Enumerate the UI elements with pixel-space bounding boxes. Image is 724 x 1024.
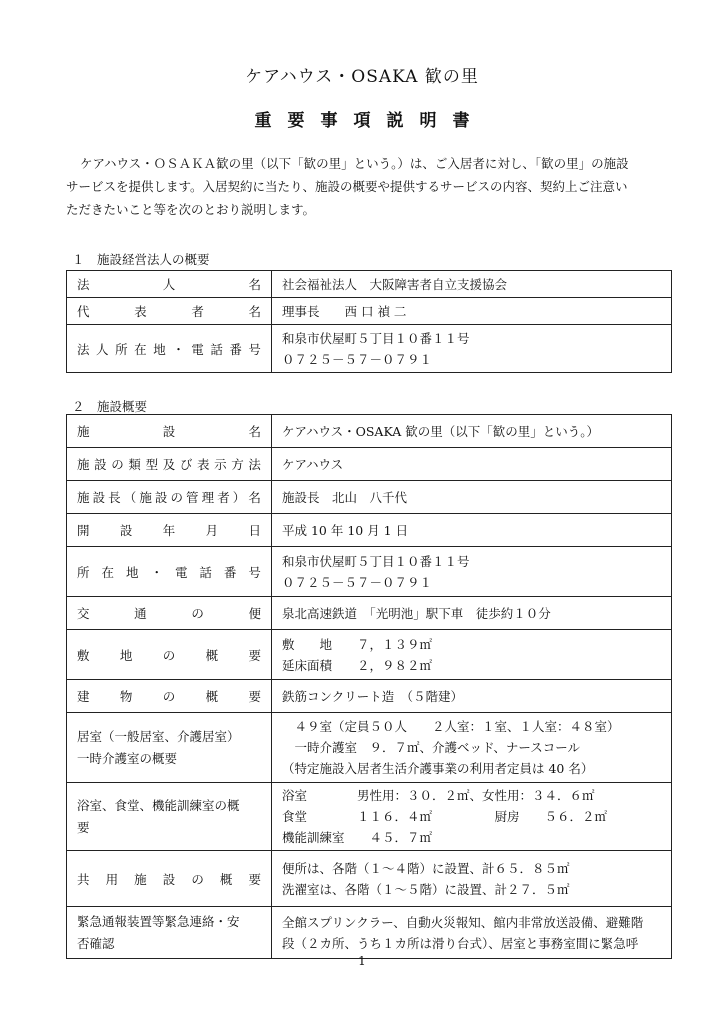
label-char: 名 (248, 490, 261, 505)
label-char: の (162, 647, 176, 663)
row-value (272, 713, 672, 783)
value-line: 和泉市伏屋町５丁目１０番１１号 (282, 330, 470, 346)
table-row (67, 298, 672, 325)
label-char: （ (123, 490, 137, 505)
label-char: 設 (162, 424, 176, 439)
row-label (67, 415, 272, 448)
table-row (67, 325, 672, 373)
label-text (77, 488, 261, 506)
label-char: 者 (217, 490, 230, 505)
label-char: 建 (77, 689, 90, 704)
label-char: 理 (201, 490, 215, 505)
label-text (77, 340, 261, 358)
value-line: 浴室 男性用：３０．２㎡、女性用：３４．６㎡ (282, 788, 595, 803)
value-line: ４９室（定員５０人 ２人室：１室、１人室：４８室） (282, 719, 620, 734)
row-label (67, 547, 272, 597)
label-char: ） (232, 490, 246, 505)
value-line: 段（２カ所、うち１カ所は滑り台式）、居室と事務室間に緊急呼 (282, 935, 639, 951)
label-char: の (191, 606, 204, 621)
label-char: 所 (77, 564, 90, 580)
intro-line: サービスを提供します。入居契約に当たり、施設の概要や提供するサービスの内容、契約上ご注意い (66, 179, 628, 194)
table-row (67, 783, 672, 851)
row-label (67, 680, 272, 713)
document-title: ケアハウス・OSAKA 歓の里 (245, 67, 479, 87)
label-char: 法 (77, 277, 90, 292)
label-char: 法 (77, 341, 90, 357)
row-label (67, 597, 272, 630)
value-line: 食堂 １１６．４㎡ 厨房 ５６．２㎡ (282, 809, 608, 824)
label-char: 施 (77, 424, 90, 439)
facility-overview-table (66, 414, 672, 959)
label-text (77, 870, 261, 888)
row-label (67, 514, 272, 547)
table-row (67, 851, 672, 907)
label-char: 設 (154, 490, 168, 505)
label-text (77, 275, 261, 293)
row-label (67, 448, 272, 481)
label-text (77, 687, 261, 705)
label-char: 類 (128, 457, 141, 472)
row-value (272, 783, 672, 851)
label-char: 号 (248, 564, 261, 580)
label-char: 設 (119, 523, 133, 538)
table-row (67, 907, 672, 959)
section1-heading: １ 施設経営法人の概要 (72, 252, 210, 267)
row-label (67, 713, 272, 783)
label-char: 在 (134, 341, 147, 357)
table-row (67, 630, 672, 680)
label-char: 号 (248, 341, 261, 357)
label-char: 番 (223, 564, 237, 580)
label-char: 法 (248, 457, 261, 472)
label-char: び (179, 457, 193, 472)
label-char: 話 (199, 564, 212, 580)
label-char: 概 (205, 689, 219, 704)
label-char: 設 (162, 871, 176, 887)
label-char: 月 (205, 523, 219, 538)
label-char: 開 (77, 523, 90, 538)
label-char: 表 (134, 304, 147, 319)
label-char: 用 (105, 871, 119, 887)
value-line: 洗濯室は、各階（１～５階）に設置、計２７．５㎡ (282, 881, 570, 897)
value-line: 延床面積 ２，９８２㎡ (282, 657, 433, 673)
label-char: 長 (108, 490, 121, 505)
row-label (67, 907, 272, 959)
label-char: 要 (248, 871, 261, 887)
label-char: 話 (210, 341, 223, 357)
label-char: 人 (162, 277, 176, 292)
value-line: 施設長 北山 八千代 (282, 489, 408, 505)
label-char: 共 (77, 871, 90, 887)
label-char: 便 (248, 606, 261, 621)
intro-line: ただきたいこと等を次のとおり説明します。 (66, 202, 316, 217)
value-line: 鉄筋コンクリート造 （５階建） (282, 688, 464, 704)
label-char: 者 (191, 304, 204, 319)
table-row (67, 547, 672, 597)
label-text (77, 563, 261, 581)
section2-heading: ２ 施設概要 (72, 399, 148, 414)
row-label (67, 630, 272, 680)
label-char: の (170, 490, 183, 505)
intro-paragraph (66, 152, 666, 221)
row-label (67, 783, 272, 851)
value-line: 敷 地 ７，１３９㎡ (282, 636, 433, 652)
value-line: 全館スプリンクラー、自動火災報知、館内非常放送設備、避難階 (282, 914, 644, 930)
corporation-overview-table (66, 270, 672, 373)
label-char: 管 (186, 490, 199, 505)
label-char: 概 (219, 871, 233, 887)
row-label (67, 481, 272, 514)
table-row (67, 448, 672, 481)
label-char: ・ (150, 564, 163, 580)
intro-line: ケアハウス・ＯＳＡＫＡ歓の里（以下「歓の里」という。）は、ご入居者に対し、「歓の里」の施設 (80, 156, 629, 171)
page-number: 1 (358, 954, 366, 968)
document-subtitle: 重要事項説明書 (254, 111, 486, 131)
label-char: 人 (96, 341, 109, 357)
value-line: 社会福祉法人 大阪障害者自立支援協会 (282, 276, 508, 292)
value-line: ケアハウス・OSAKA 歓の里（以下「歓の里」という。） (282, 423, 600, 439)
row-value (272, 415, 672, 448)
label-char: 電 (174, 564, 188, 580)
label-char: の (111, 457, 124, 472)
row-label (67, 325, 272, 373)
value-line: ０７２５－５７－０７９１ (282, 351, 433, 367)
row-value (272, 514, 672, 547)
label-text: 居室（一般居室、介護居室） 一時介護室の概要 (77, 728, 240, 766)
row-value (272, 481, 672, 514)
label-char: 通 (134, 606, 147, 621)
label-char: 施 (134, 871, 147, 887)
table-row (67, 680, 672, 713)
value-line: 平成 10 年 10 月 1 日 (282, 522, 409, 538)
label-char: 地 (119, 647, 133, 663)
label-char: 方 (231, 457, 244, 472)
value-line: 便所は、各階（１～４階）に設置、計６５．８５㎡ (282, 860, 570, 876)
row-value (272, 271, 672, 298)
label-char: 物 (119, 689, 133, 704)
label-char: 施 (77, 490, 90, 505)
label-char: 電 (191, 341, 204, 357)
row-value (272, 448, 672, 481)
value-line: ケアハウス (282, 456, 344, 472)
label-char: 敷 (77, 647, 90, 663)
row-value (272, 547, 672, 597)
label-char: 代 (77, 304, 90, 319)
table-row (67, 415, 672, 448)
table-row (67, 481, 672, 514)
label-char: ・ (172, 341, 185, 357)
label-char: 施 (139, 490, 152, 505)
label-text (77, 422, 261, 440)
label-char: 施 (77, 457, 90, 472)
label-char: 年 (162, 523, 176, 538)
label-text (77, 302, 261, 320)
row-label (67, 298, 272, 325)
label-char: 及 (162, 457, 176, 472)
label-char: の (162, 689, 176, 704)
label-char: 名 (248, 424, 261, 439)
value-line: 機能訓練室 ４５．７㎡ (282, 830, 433, 845)
label-char: 在 (101, 564, 114, 580)
label-char: 名 (248, 277, 261, 292)
table-row (67, 271, 672, 298)
row-value (272, 325, 672, 373)
label-char: 表 (196, 457, 210, 472)
row-value (272, 597, 672, 630)
label-char: 日 (248, 523, 261, 538)
row-value (272, 907, 672, 959)
row-value (272, 851, 672, 907)
label-char: 示 (214, 457, 227, 472)
value-line: 泉北高速鉄道 「光明池」駅下車 徒歩約１０分 (282, 605, 551, 621)
table-row (67, 713, 672, 783)
label-char: 交 (77, 606, 90, 621)
table-row (67, 597, 672, 630)
label-char: 要 (248, 689, 261, 704)
value-line: ０７２５－５７－０７９１ (282, 574, 433, 590)
label-char: の (191, 871, 204, 887)
label-text: 緊急通報装置等緊急連絡・安 否確認 (77, 913, 240, 951)
label-text (77, 455, 261, 473)
value-line: （特定施設入居者生活介護事業の利用者定員は 40 名） (282, 761, 594, 776)
label-char: 番 (229, 341, 242, 357)
row-value (272, 630, 672, 680)
label-text (77, 646, 261, 664)
label-char: 設 (92, 490, 106, 505)
value-line: 一時介護室 ９．７㎡、介護ベッド、ナースコール (282, 740, 581, 755)
label-char: 地 (153, 341, 166, 357)
label-text (77, 604, 261, 622)
label-text: 浴室、食堂、機能訓練室の概 要 (77, 797, 240, 835)
label-char: 名 (248, 304, 261, 319)
label-char: 型 (145, 457, 159, 472)
row-value (272, 298, 672, 325)
label-char: 設 (94, 457, 107, 472)
label-char: 所 (115, 341, 128, 357)
value-line: 和泉市伏屋町５丁目１０番１１号 (282, 553, 470, 569)
row-label (67, 271, 272, 298)
label-char: 要 (248, 647, 261, 663)
value-line: 理事長 西 口 禎 二 (282, 303, 407, 319)
label-text (77, 521, 261, 539)
row-label (67, 851, 272, 907)
label-char: 地 (125, 564, 139, 580)
label-char: 概 (205, 647, 219, 663)
table-row (67, 514, 672, 547)
row-value (272, 680, 672, 713)
